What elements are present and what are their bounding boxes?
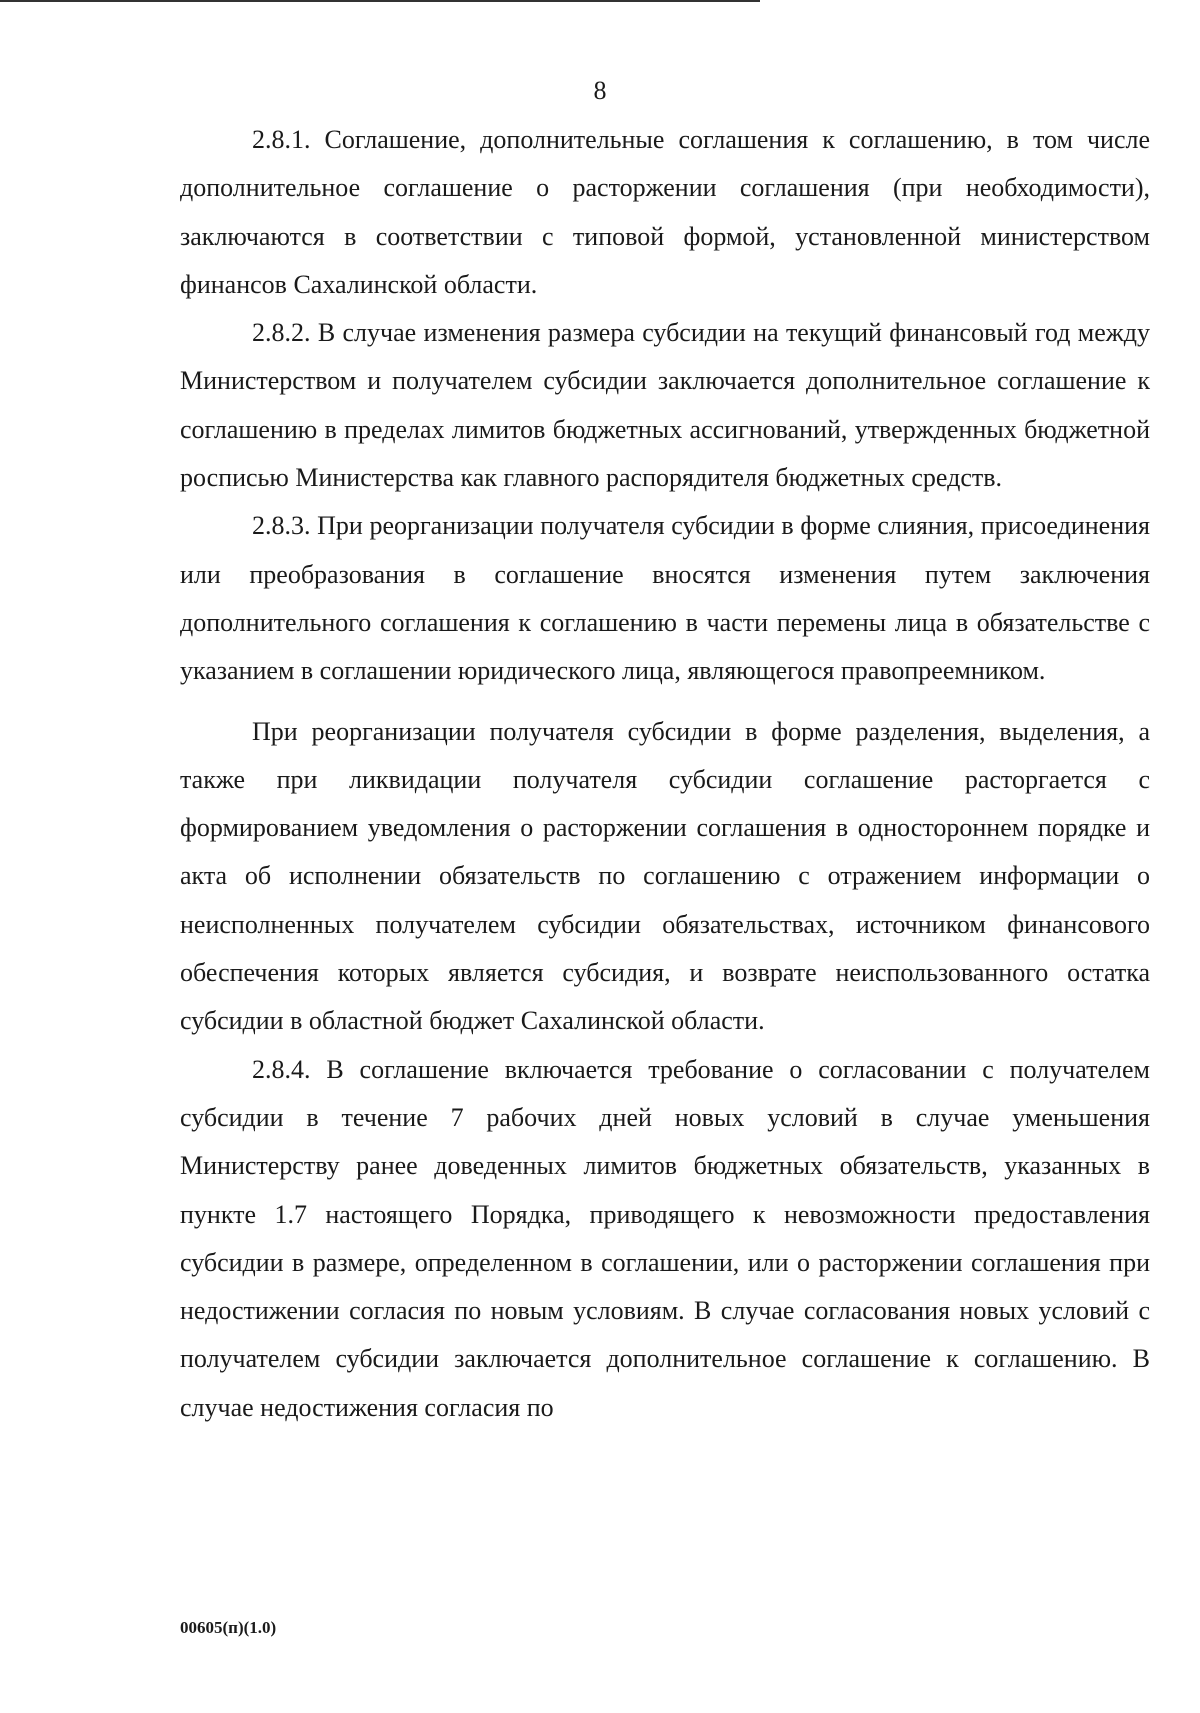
paragraph-2-8-2: 2.8.2. В случае изменения размера субсидии на текущий финансовый год между Министерством и получателем субсидии заключается дополнительное соглашение к соглашению в пределах лимитов бюджетных ассигнований, утвержденных бюджетной росписью Министерства как главного распорядителя бюджетных средств.: [180, 318, 1150, 493]
document-code: 00605(п)(1.0): [180, 1618, 277, 1637]
paragraph-2-8-1: 2.8.1. Соглашение, дополнительные соглашения к соглашению, в том числе дополнительное соглашение о расторжении соглашения (при необходимости), заключаются в соответствии с типовой формой, установленной министерством финансов Сахалинской области.: [180, 125, 1150, 299]
document-body: [180, 116, 1150, 1432]
paragraph-reorganization: При реорганизации получателя субсидии в форме разделения, выделения, а также при ликвидации получателя субсидии соглашение расторгается с формированием уведомления о расторжении соглашения в одностороннем порядке и акта об исполнении обязательств по соглашению с отражением информации о неисполненных получателем субсидии обязательствах, источником финансового обеспечения которых является субсидия, и возврате неиспользованного остатка субсидии в областной бюджет Сахалинской области.: [180, 716, 1150, 1036]
top-border-line: [0, 0, 760, 2]
paragraph-2-8-3: 2.8.3. При реорганизации получателя субсидии в форме слияния, присоединения или преобразования в соглашение вносятся изменения путем заключения дополнительного соглашения к соглашению в части перемены лица в обязательстве с указанием в соглашении юридического лица, являющегося правопреемником.: [180, 511, 1150, 686]
paragraph-2-8-4: 2.8.4. В соглашение включается требование о согласовании с получателем субсидии в течение 7 рабочих дней новых условий в случае уменьшения Министерству ранее доведенных лимитов бюджетных обязательств, указанных в пункте 1.7 настоящего Порядка, приводящего к невозможности предоставления субсидии в размере, определенном в соглашении, или о расторжении соглашения при недостижении согласия по новым условиям. В случае согласования новых условий с получателем субсидии заключается дополнительное соглашение к соглашению. В случае недостижения согласия по: [180, 1054, 1150, 1422]
page-number: 8: [593, 76, 607, 105]
